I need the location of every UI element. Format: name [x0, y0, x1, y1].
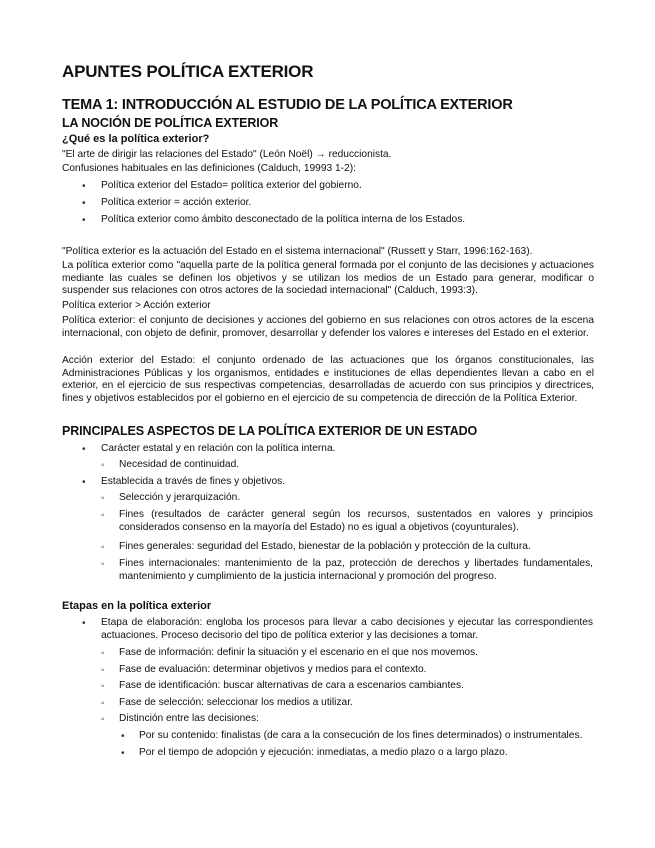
sub-bullet-icon: ◦ [101, 510, 105, 521]
calduch-definition: La política exterior como "aquella parte de la política general formada por el conjunto de las decisiones y actuaciones mediante las cuales se definen los objetivos y se utilizan los medios de un Estado para generar, modificar o suspender sus relaciones con otros actores de la sociedad internacional" (Calduch, 1993:3). [62, 260, 594, 297]
sub-bullet-icon: ◦ [101, 665, 105, 676]
sub-bullet-icon: ◦ [101, 460, 105, 471]
question-heading: ¿Qué es la política exterior? [62, 133, 210, 145]
quote-leon-noel: "El arte de dirigir las relaciones del Estado" (León Noël) → reduccionista. [62, 149, 392, 160]
fase-item: Distinción entre las decisiones: [119, 713, 259, 724]
document-title: APUNTES POLÍTICA EXTERIOR [62, 62, 314, 81]
sub-bullet-icon: ◦ [101, 648, 105, 659]
aspecto-subitem: Selección y jerarquización. [119, 492, 241, 503]
bullet-icon: • [82, 477, 86, 488]
confusion-item: Política exterior como ámbito desconectado de la política interna de los Estados. [101, 214, 466, 225]
sub-bullet-icon: ◦ [101, 681, 105, 692]
tema1-heading: TEMA 1: INTRODUCCIÓN AL ESTUDIO DE LA POLÍTICA EXTERIOR [62, 97, 513, 113]
nocion-subheading: LA NOCIÓN DE POLÍTICA EXTERIOR [62, 116, 279, 130]
fase-item: Fase de información: definir la situación y el escenario en el que nos movemos. [119, 647, 479, 658]
etapa-item: Etapa de elaboración: engloba los procesos para llevar a cabo decisiones y ejecutar las correspondientes actuaciones. Proceso decisorio del tipo de política exterior y las decisiones a tomar. [101, 617, 593, 641]
comparison-line: Política exterior > Acción exterior [62, 300, 211, 311]
bullet-icon: • [82, 444, 86, 455]
aspecto-subitem: Fines generales: seguridad del Estado, bienestar de la población y protección de la cultura. [119, 541, 531, 552]
politica-exterior-definition: Política exterior: el conjunto de decisiones y acciones del gobierno en sus relaciones con otros actores de la escena internacional, con objeto de definir, promover, desarrollar y defender los valores e intereses del Estado en el exterior. [62, 315, 594, 339]
sub-bullet-icon: ◦ [101, 698, 105, 709]
bullet-icon: • [82, 181, 86, 192]
accion-exterior-definition: Acción exterior del Estado: el conjunto ordenado de las actuaciones que los órganos constitucionales, las Administraciones Públicas y los organismos, entidades e instituciones de ellas dependientes llevan a cabo en el exterior, en el ejercicio de sus respectivas competencias, desarrolladas de acuerdo con sus principios y directrices, fines y objetivos establecidos por el gobierno en el ejercicio de su competencia de dirección de la Política Exterior. [62, 355, 594, 404]
sub-bullet-icon: ◦ [101, 559, 105, 570]
fase-item: Fase de selección: seleccionar los medios a utilizar. [119, 697, 353, 708]
etapas-heading: Etapas en la política exterior [62, 600, 212, 612]
fase-item: Fase de identificación: buscar alternativas de cara a escenarios cambiantes. [119, 680, 464, 691]
fase-item: Fase de evaluación: determinar objetivos y medios para el contexto. [119, 664, 427, 675]
aspecto-subitem: Fines (resultados de carácter general según los recursos, sustentados en valores y principios considerados consenso en la mayoría del Estado) no es igual a objetivos (coyunturales). [119, 509, 593, 533]
confusion-item: Política exterior = acción exterior. [101, 197, 252, 208]
aspecto-item: Establecida a través de fines y objetivos. [101, 476, 286, 487]
aspecto-subitem: Necesidad de continuidad. [119, 459, 240, 470]
sub-bullet-icon: ◦ [101, 714, 105, 725]
confusion-item: Política exterior del Estado= política exterior del gobierno. [101, 180, 362, 191]
distincion-item: Por su contenido: finalistas (de cara a la consecución de los fines determinados) o instrumentales. [139, 730, 583, 741]
quote-russett-starr: "Política exterior es la actuación del Estado en el sistema internacional" (Russett y Starr, 1996:162-163). [62, 246, 533, 257]
aspectos-heading: PRINCIPALES ASPECTOS DE LA POLÍTICA EXTERIOR DE UN ESTADO [62, 424, 478, 438]
sub-bullet-icon: ◦ [101, 542, 105, 553]
aspecto-item: Carácter estatal y en relación con la política interna. [101, 443, 336, 454]
distincion-item: Por el tiempo de adopción y ejecución: inmediatas, a medio plazo o a largo plazo. [139, 747, 508, 758]
aspecto-subitem: Fines internacionales: mantenimiento de la paz, protección de derechos y libertades fundamentales, mantenimiento y cumplimiento de la justicia internacional y promoción del progreso. [119, 558, 593, 582]
bullet-icon: • [121, 731, 125, 742]
bullet-icon: • [121, 748, 125, 759]
bullet-icon: • [82, 215, 86, 226]
confusions-intro: Confusiones habituales en las definiciones (Calduch, 19993 1-2): [62, 163, 356, 174]
sub-bullet-icon: ◦ [101, 493, 105, 504]
bullet-icon: • [82, 618, 86, 629]
bullet-icon: • [82, 198, 86, 209]
